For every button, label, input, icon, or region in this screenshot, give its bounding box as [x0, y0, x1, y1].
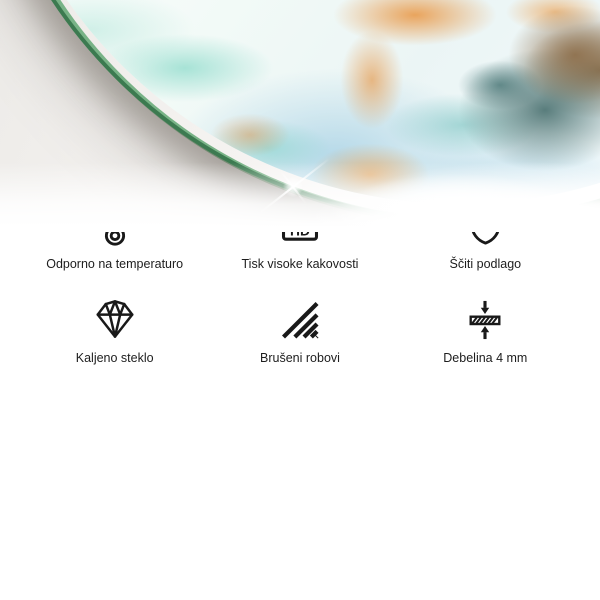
thickness-4mm-icon — [463, 295, 507, 342]
product-photo — [0, 0, 600, 232]
feature-label: Kaljeno steklo — [75, 351, 154, 365]
feature-tempered-glass — [22, 295, 207, 366]
feature-label: Tisk visoke kakovosti — [241, 257, 359, 271]
feature-thickness — [393, 295, 578, 366]
feature-label: Debelina 4 mm — [443, 351, 528, 365]
feature-label: Ščiti podlago — [449, 257, 522, 271]
feature-beveled-edges — [207, 295, 392, 366]
feature-label: Odporno na temperaturo — [46, 257, 184, 271]
beveled-edges-icon — [278, 295, 322, 342]
feature-label: Brušeni robovi — [260, 351, 340, 365]
diamond-icon — [92, 295, 138, 342]
